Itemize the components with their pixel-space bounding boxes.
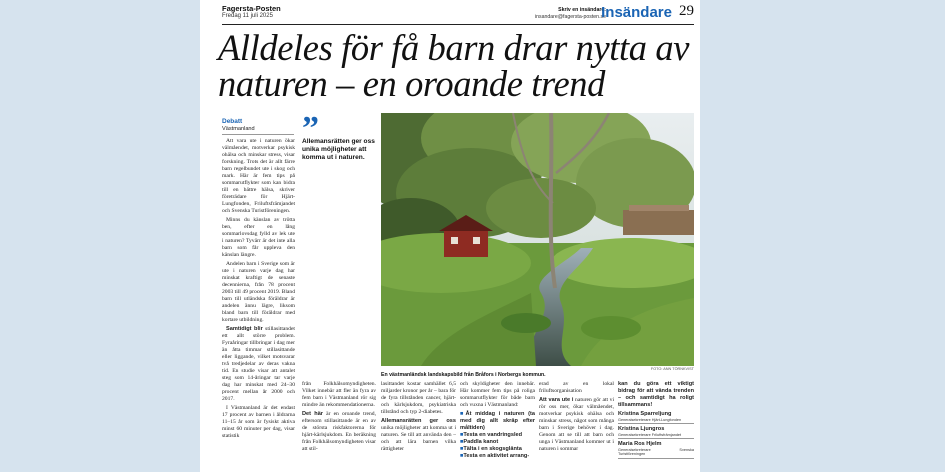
paper-name: Fagersta-Posten [222, 4, 281, 13]
body-paragraph: lasittandet kostar samhället 6,5 miljarder kronor per år – bara för de fyra tillstånden cancer, hjärt- och kärlsjukdom, psykiatriska tillstånd och typ 2-diabetes. [381, 381, 456, 415]
landscape-photo-svg [381, 113, 694, 366]
issue-date: Fredag 11 juli 2025 [222, 13, 273, 19]
body-paragraph: erad av en lokal friluftsorganisation [539, 381, 614, 394]
write-email-link[interactable]: insandare@fagersta-posten.se [534, 14, 606, 20]
body-paragraph: från Folkhälsomyndigheten. Vilket innebär att fler än fyra av fem barn i Västmanland rör sig mindre än rekommendationerna. [302, 381, 376, 408]
paragraph-lead: Samtidigt blir [226, 326, 263, 332]
newspaper-page [200, 0, 700, 472]
masthead [222, 4, 694, 24]
kicker-region: Västmanland [222, 126, 255, 132]
body-paragraph: Andelen barn i Sverige som är ute i naturen varje dag har minskat kraftigt de senaste decennierna, från 78 procent 2003 till 49 procent 2019. Bland barn till utländska föräldrar är andelen ännu lägre, liksom bland barn till föräldrar med kortare utbildning. [222, 261, 295, 323]
body-column-4 [460, 381, 535, 472]
write-label: Skriv en insändare: [558, 7, 606, 13]
quote-icon: ” [302, 110, 319, 147]
paragraph-text: unika möjligheter att komma ut i naturen. Se till att använda den – och att lära barnen vilka rättigheter [381, 425, 456, 452]
body-paragraph: I Västmanland är det endast 17 procent av barnen i åldrarna 11–15 år som är fysiskt aktiva minst 60 minuter per dag, visar statistik [222, 405, 295, 439]
signature-name: Maria Ros Hjelm [618, 441, 662, 447]
body-column-1 [222, 138, 295, 472]
kicker: Debatt [222, 118, 243, 125]
section-name: Insändare [601, 4, 672, 21]
photo-caption: En västmanländsk landskapsbild från Bråfors i Norbergs kommun. [381, 372, 546, 378]
signature-name: Kristina Ljungros [618, 426, 665, 432]
paragraph-lead: Allemansrätten ger oss [381, 418, 456, 424]
list-item: ■ Testa en aktivitet arrang- [460, 453, 535, 460]
tips-list [460, 411, 535, 460]
list-item: ■ Paddla kanot [460, 439, 535, 446]
paragraph-text: naturen gör att vi rör oss mer, ökar välmåendet, motverkar psykisk ohälsa och minskar stress, något som många barn i Sverige behöver i dag. Genom att se till att barn och unga i Västmanland kommer ut i naturen i sommar [539, 397, 614, 452]
masthead-divider [222, 24, 694, 25]
body-column-2 [302, 381, 376, 472]
kicker-divider [222, 134, 294, 135]
paragraph-lead: Det här [302, 411, 323, 417]
body-paragraph [381, 418, 456, 453]
paragraph-text: är en oroande trend, eftersom stillasittande är en av de största riskfaktorerna för hjärt-kärlsjukdom. En beräkning från Folkhälsomyndigheten visar att stil- [302, 411, 376, 452]
pull-quote: Allemansrätten ger oss unika möjligheter att komma ut i naturen. [302, 138, 375, 162]
landscape-photo [381, 113, 694, 366]
body-paragraph: och skyldigheter den innebär. Här kommer fem tips på roliga sommarutflykter för både barn och vuxna i Västmanland: [460, 381, 535, 408]
paragraph-lead: Att vara ute i [539, 397, 574, 403]
headline: Alldeles för få barn drar nytta av naturen – en oroande trend [218, 27, 690, 104]
body-paragraph: kan du göra ett viktigt bidrag för att vända trenden – och samtidigt ha roligt tillsammans! [618, 381, 694, 408]
body-column-3 [381, 381, 456, 472]
signature-name: Kristina Sparreljung [618, 411, 672, 417]
body-column-6 [618, 381, 694, 472]
paragraph-text: stillasittandet ett allt större problem. Fyraåringar tillbringar i dag mer än åtta timmar stillasittande eller liggande, vilket motsvarar två tredjedelar av deras vakna tid. En studie visar att antalet steg som 14-åringar tar varje dag har minskat med 24–30 procent mellan år 2000 och 2017. [222, 326, 295, 402]
signature-role: Generalsekreterare Hjärt-Lungfonden [618, 418, 694, 425]
signature-role: Generalsekreterare Friluftsfrämjandet [618, 433, 694, 440]
list-item: ■ Tälta i en skogsglänta [460, 446, 535, 453]
list-item: ■ Åt middag i naturen (ta med dig allt skräp efter måltiden) [460, 411, 535, 432]
body-paragraph [302, 411, 376, 453]
body-paragraph: Att vara ute i naturen ökar välmåendet, motverkar psykisk ohälsa och minskar stress, visar forskning. Trots det är allt färre barn regelbundet ute i skog och mark. Här är fem tips på sommarutflykter som kan bidra till en bättre hälsa, skriver företrädare för Hjärt-Lungfonden, Friluftsfrämjandet och Svenska Turistföreningen. [222, 138, 295, 214]
body-paragraph [539, 397, 614, 453]
body-paragraph [222, 326, 295, 403]
signature-role: Generalsekreterare Svenska Turistföreningen [618, 448, 694, 459]
photo-credit: FOTO: ANN TÖRNKVIST [650, 367, 694, 371]
body-column-5 [539, 381, 614, 472]
list-item: ■ Testa en vandringsled [460, 432, 535, 439]
body-paragraph: Minns du känslan av trötta ben, efter en lång sommarlovsdag fylld av lek ute i naturen? Tyvärr är det inte alla barn som får uppleva den känslan längre. [222, 217, 295, 258]
page-number: 29 [679, 3, 694, 19]
